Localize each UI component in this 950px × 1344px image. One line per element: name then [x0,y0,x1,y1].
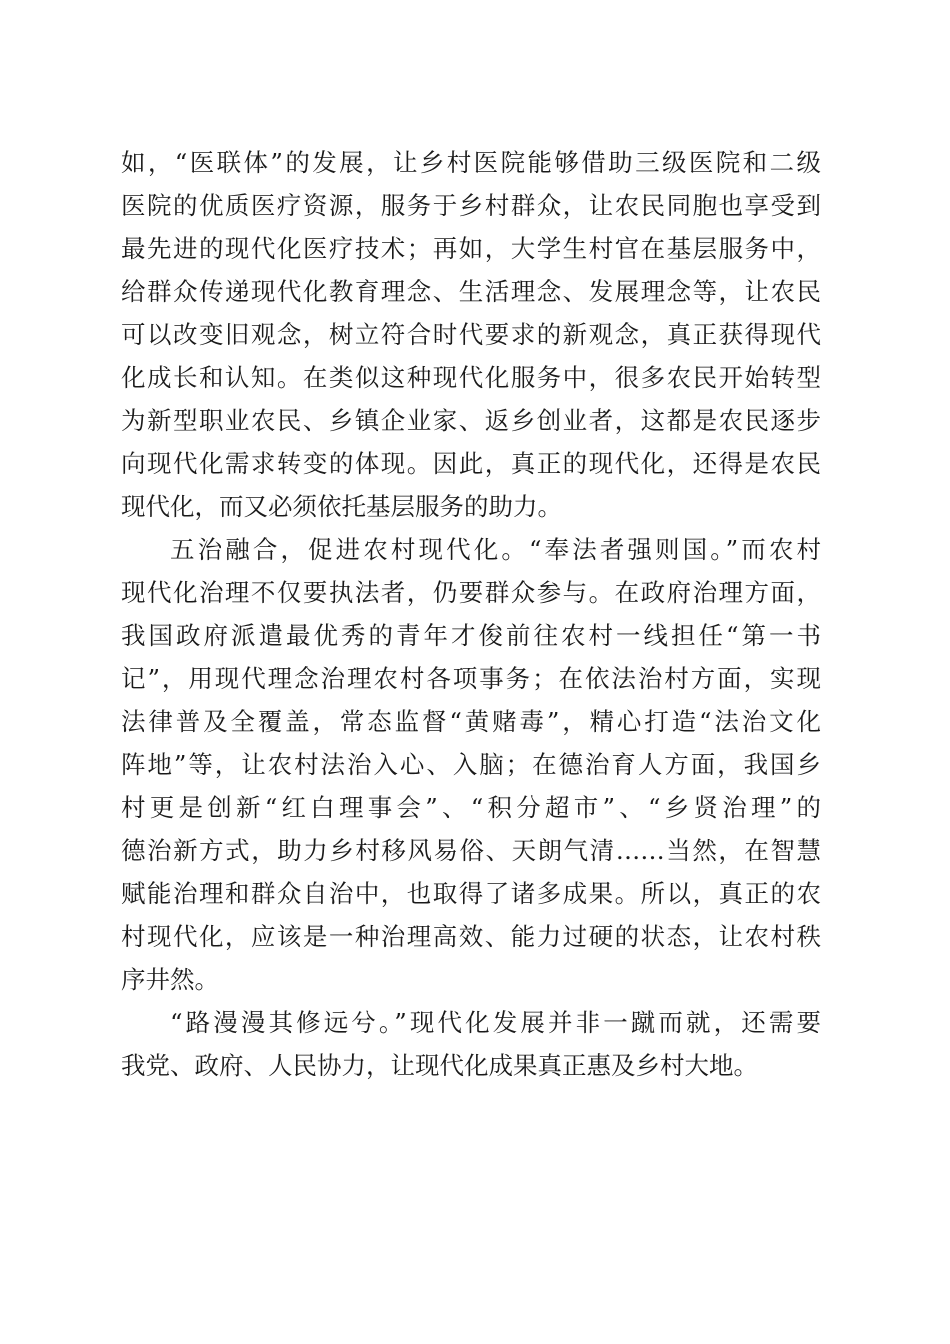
text-line: 法律普及全覆盖，常态监督“黄赌毒”，精心打造“法治文化 [121,707,821,736]
text-line: 为新型职业农民、乡镇企业家、返乡创业者，这都是农民逐步 [121,406,821,435]
text-line: 现代化，而又必须依托基层服务的助力。 [121,492,562,521]
text-line: 最先进的现代化医疗技术；再如，大学生村官在基层服务中， [121,234,821,263]
text-line: 记”，用现代理念治理农村各项事务；在依法治村方面，实现 [121,664,821,693]
text-line: 村更是创新“红白理事会”、“积分超市”、“乡贤治理”的 [121,793,821,822]
text-line: 村现代化，应该是一种治理高效、能力过硬的状态，让农村秩 [121,922,821,951]
text-line: 我国政府派遣最优秀的青年才俊前往农村一线担任“第一书 [121,621,821,650]
paragraph-start-line: “路漫漫其修远兮。”现代化发展并非一蹴而就，还需要 [170,1008,821,1037]
text-line: 化成长和认知。在类似这种现代化服务中，很多农民开始转型 [121,363,821,392]
text-line: 向现代化需求转变的体现。因此，真正的现代化，还得是农民 [121,449,821,478]
text-line: 德治新方式，助力乡村移风易俗、天朗气清……当然，在智慧 [121,836,821,865]
text-line: 如，“医联体”的发展，让乡村医院能够借助三级医院和二级 [121,148,821,177]
text-line: 阵地”等，让农村法治入心、入脑；在德治育人方面，我国乡 [121,750,821,779]
paragraph-start-line: 五治融合，促进农村现代化。“奉法者强则国。”而农村 [170,535,821,564]
text-line: 赋能治理和群众自治中，也取得了诸多成果。所以，真正的农 [121,879,821,908]
text-line: 可以改变旧观念，树立符合时代要求的新观念，真正获得现代 [121,320,821,349]
text-line: 我党、政府、人民协力，让现代化成果真正惠及乡村大地。 [121,1051,758,1080]
text-line: 现代化治理不仅要执法者，仍要群众参与。在政府治理方面， [121,578,821,607]
text-line: 给群众传递现代化教育理念、生活理念、发展理念等，让农民 [121,277,821,306]
text-line: 序井然。 [121,965,219,994]
text-line: 医院的优质医疗资源，服务于乡村群众，让农民同胞也享受到 [121,191,821,220]
